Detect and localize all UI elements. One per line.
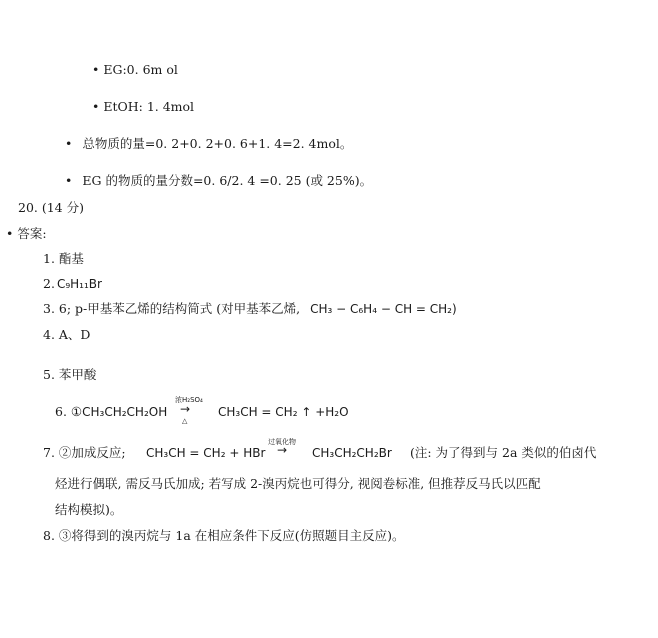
answer-2-prefix: 2. (43, 276, 55, 291)
answer-7-line-3: 结构模拟)。 (55, 502, 123, 517)
answer-5: 5. 苯甲酸 (43, 367, 97, 382)
answer-3-text: 3. 6; p-甲基苯乙烯的结构简式 (对甲基苯乙烯, (43, 301, 301, 316)
reaction-arrow-icon: → (277, 443, 288, 457)
answer-1: 1. 酯基 (43, 251, 84, 266)
answer-6-reactant: CH₃CH₂CH₂OH (82, 405, 168, 419)
eg-fraction-text: EG 的物质的量分数=0. 6/2. 4 =0. 25 (或 25%)。 (82, 173, 373, 188)
answer-6-product: CH₃CH = CH₂ ↑ +H₂O (218, 405, 349, 419)
answer-2-formula: C₉H₁₁Br (56, 277, 102, 291)
answer-7-condition-top: 过氧化物 (268, 438, 296, 446)
answer-7-prefix: 7. ②加成反应; (43, 445, 126, 460)
reaction-arrow-icon: → (180, 402, 191, 416)
bullet: • (65, 173, 73, 188)
answer-6-prefix: 6. ① (55, 404, 83, 419)
answer-7-product: CH₃CH₂CH₂Br (312, 446, 392, 460)
total-moles-item (65, 135, 352, 153)
answer-3-formula: CH₃ − C₆H₄ − CH = CH₂) (310, 302, 457, 316)
answer-7-line-2: 烃进行偶联, 需反马氏加成; 若写成 2-溴丙烷也可得分, 视阅卷标准, 但推荐反马氏以匹配 (55, 476, 541, 491)
answer-6-condition-bottom: △ (182, 417, 188, 425)
answer-7-reactants: CH₃CH = CH₂ + HBr (146, 446, 266, 460)
answer-6 (55, 403, 167, 421)
eg-fraction-item (65, 172, 372, 190)
total-moles-text: 总物质的量=0. 2+0. 2+0. 6+1. 4=2. 4mol。 (82, 136, 353, 151)
answer-3 (43, 300, 457, 318)
question-20-heading: 20. (14 分) (18, 200, 84, 215)
answer-7-note: (注: 为了得到与 2a 类似的伯卤代 (410, 445, 597, 460)
answer-8: 8. ③将得到的溴丙烷与 1a 在相应条件下反应(仿照题目主反应)。 (43, 528, 405, 543)
answer-2 (43, 275, 102, 293)
answer-6-condition-top: 浓H₂SO₄ (175, 396, 203, 404)
answer-heading: • 答案: (6, 226, 47, 241)
bullet: • (65, 136, 73, 151)
etoh-moles-item: • EtOH: 1. 4mol (92, 99, 195, 114)
eg-moles-item: • EG:0. 6m ol (92, 62, 178, 77)
answer-4: 4. A、D (43, 327, 91, 342)
